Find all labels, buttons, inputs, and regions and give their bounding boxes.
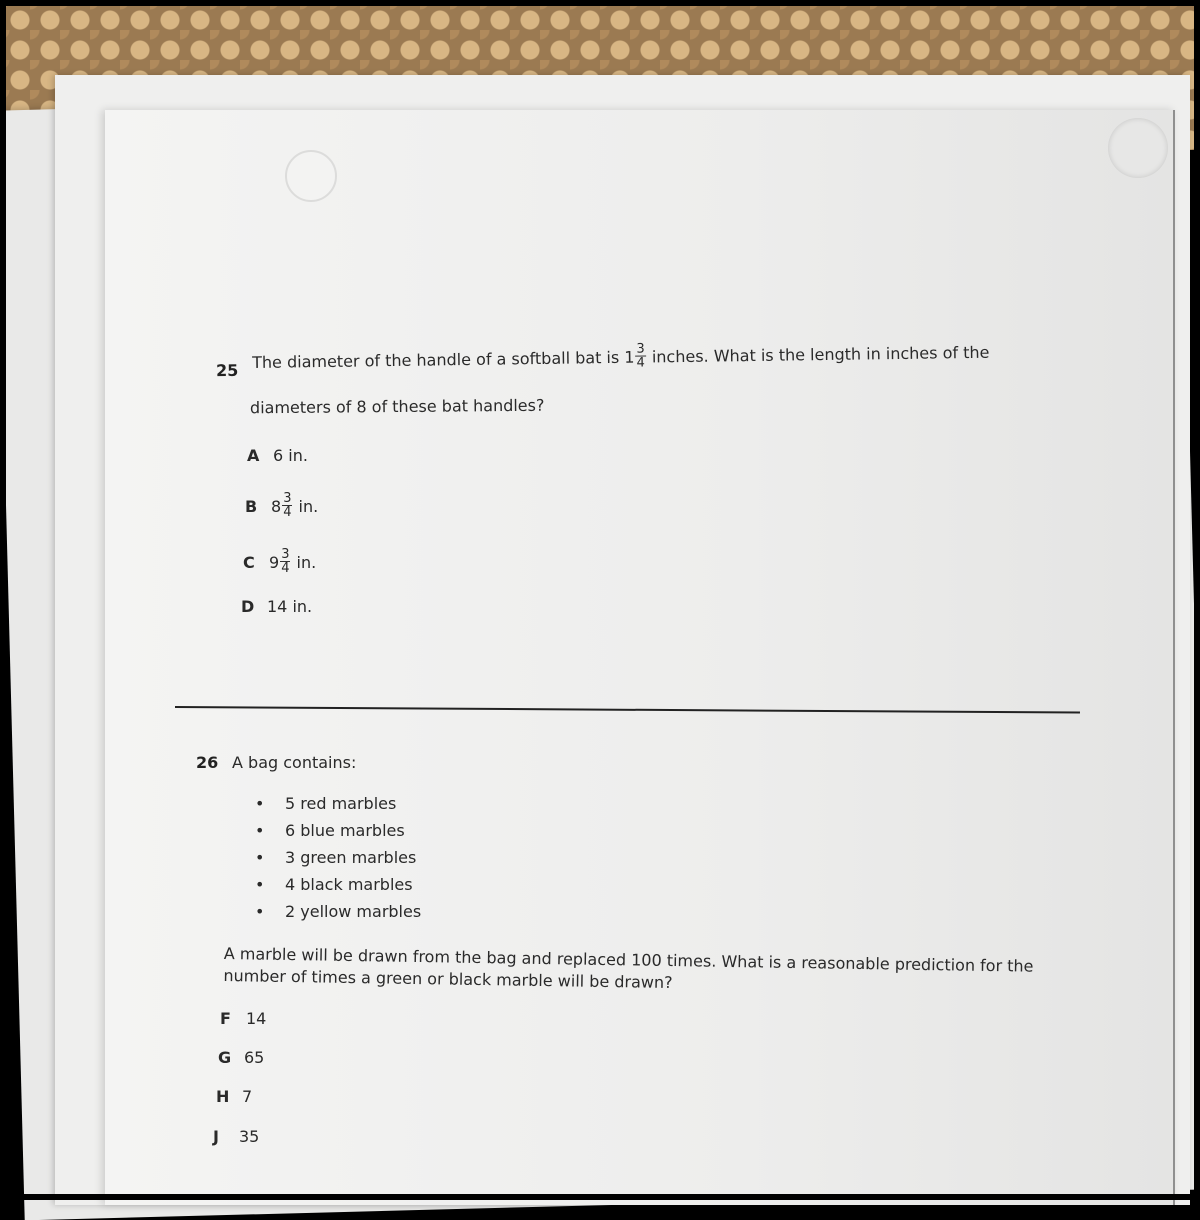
choice-fraction-denominator: 4 <box>281 561 290 576</box>
list-item-text: 3 green marbles <box>285 848 417 867</box>
choice-letter: D <box>241 597 255 616</box>
punch-hole-right <box>1108 118 1168 178</box>
choice-fraction-numerator: 3 <box>283 491 292 506</box>
list-item-text: 4 black marbles <box>285 875 413 894</box>
choice-fraction-denominator: 4 <box>283 505 292 520</box>
punch-hole-left <box>285 150 337 202</box>
choice-letter: B <box>245 497 258 516</box>
list-item-text: 5 red marbles <box>285 794 397 813</box>
question-25-fraction-numerator: 3 <box>636 341 645 357</box>
choice-text: 14 in. <box>267 597 313 616</box>
choice-fraction <box>280 548 290 575</box>
list-item <box>255 821 421 848</box>
choice-text: 65 <box>244 1048 265 1067</box>
choice-text: 35 <box>239 1127 260 1146</box>
bullet-icon: • <box>255 821 265 840</box>
list-item <box>255 875 421 902</box>
question-25-number: 25 <box>215 360 239 381</box>
question-25-choice-c[interactable] <box>243 547 317 577</box>
list-item-text: 2 yellow marbles <box>285 902 422 921</box>
bullet-icon: • <box>255 902 265 921</box>
question-26-choice-h[interactable] <box>216 1087 252 1106</box>
question-25-fraction-denominator: 4 <box>636 355 645 371</box>
choice-whole: 8 <box>271 497 282 516</box>
bullet-icon: • <box>255 794 265 813</box>
choice-letter: J <box>213 1127 219 1146</box>
choice-text: 7 <box>242 1087 253 1106</box>
choice-letter: A <box>247 446 260 465</box>
question-25-text-before: The diameter of the handle of a softball bat is 1 <box>252 347 635 372</box>
question-25-choice-a[interactable] <box>247 446 308 465</box>
question-26-choice-f[interactable] <box>220 1009 266 1028</box>
question-25-choice-d[interactable] <box>241 597 312 616</box>
choice-unit: in. <box>293 497 319 516</box>
question-26-choice-g[interactable] <box>218 1048 264 1067</box>
choice-text: 14 <box>246 1009 267 1028</box>
choice-whole: 9 <box>269 553 280 572</box>
list-item <box>255 902 421 929</box>
choice-fraction <box>282 492 292 519</box>
bullet-icon: • <box>255 848 265 867</box>
choice-text: 6 in. <box>273 446 308 465</box>
question-25-text-after: inches. What is the length in inches of the <box>646 342 990 367</box>
choice-unit: in. <box>291 553 317 572</box>
question-26-choice-j[interactable] <box>213 1127 259 1146</box>
list-item-text: 6 blue marbles <box>285 821 405 840</box>
choice-letter: C <box>243 553 255 572</box>
question-26-text: A marble will be drawn from the bag and replaced 100 times. What is a reasonable prediction for the number of times a green or black marble will be drawn? <box>223 943 1034 993</box>
choice-fraction-numerator: 3 <box>281 547 290 562</box>
question-26-number: 26 <box>196 753 219 772</box>
choice-letter: F <box>220 1009 231 1028</box>
question-25-text-line2: diameters of 8 of these bat handles? <box>249 395 545 418</box>
marble-list <box>255 794 421 929</box>
list-item <box>255 848 421 875</box>
question-25-choice-b[interactable] <box>245 491 319 521</box>
question-26-intro: A bag contains: <box>232 753 357 772</box>
worksheet-page <box>105 110 1175 1205</box>
list-item <box>255 794 421 821</box>
bullet-icon: • <box>255 875 265 894</box>
question-25-fraction <box>635 343 646 370</box>
choice-letter: G <box>218 1048 232 1067</box>
choice-letter: H <box>216 1087 230 1106</box>
